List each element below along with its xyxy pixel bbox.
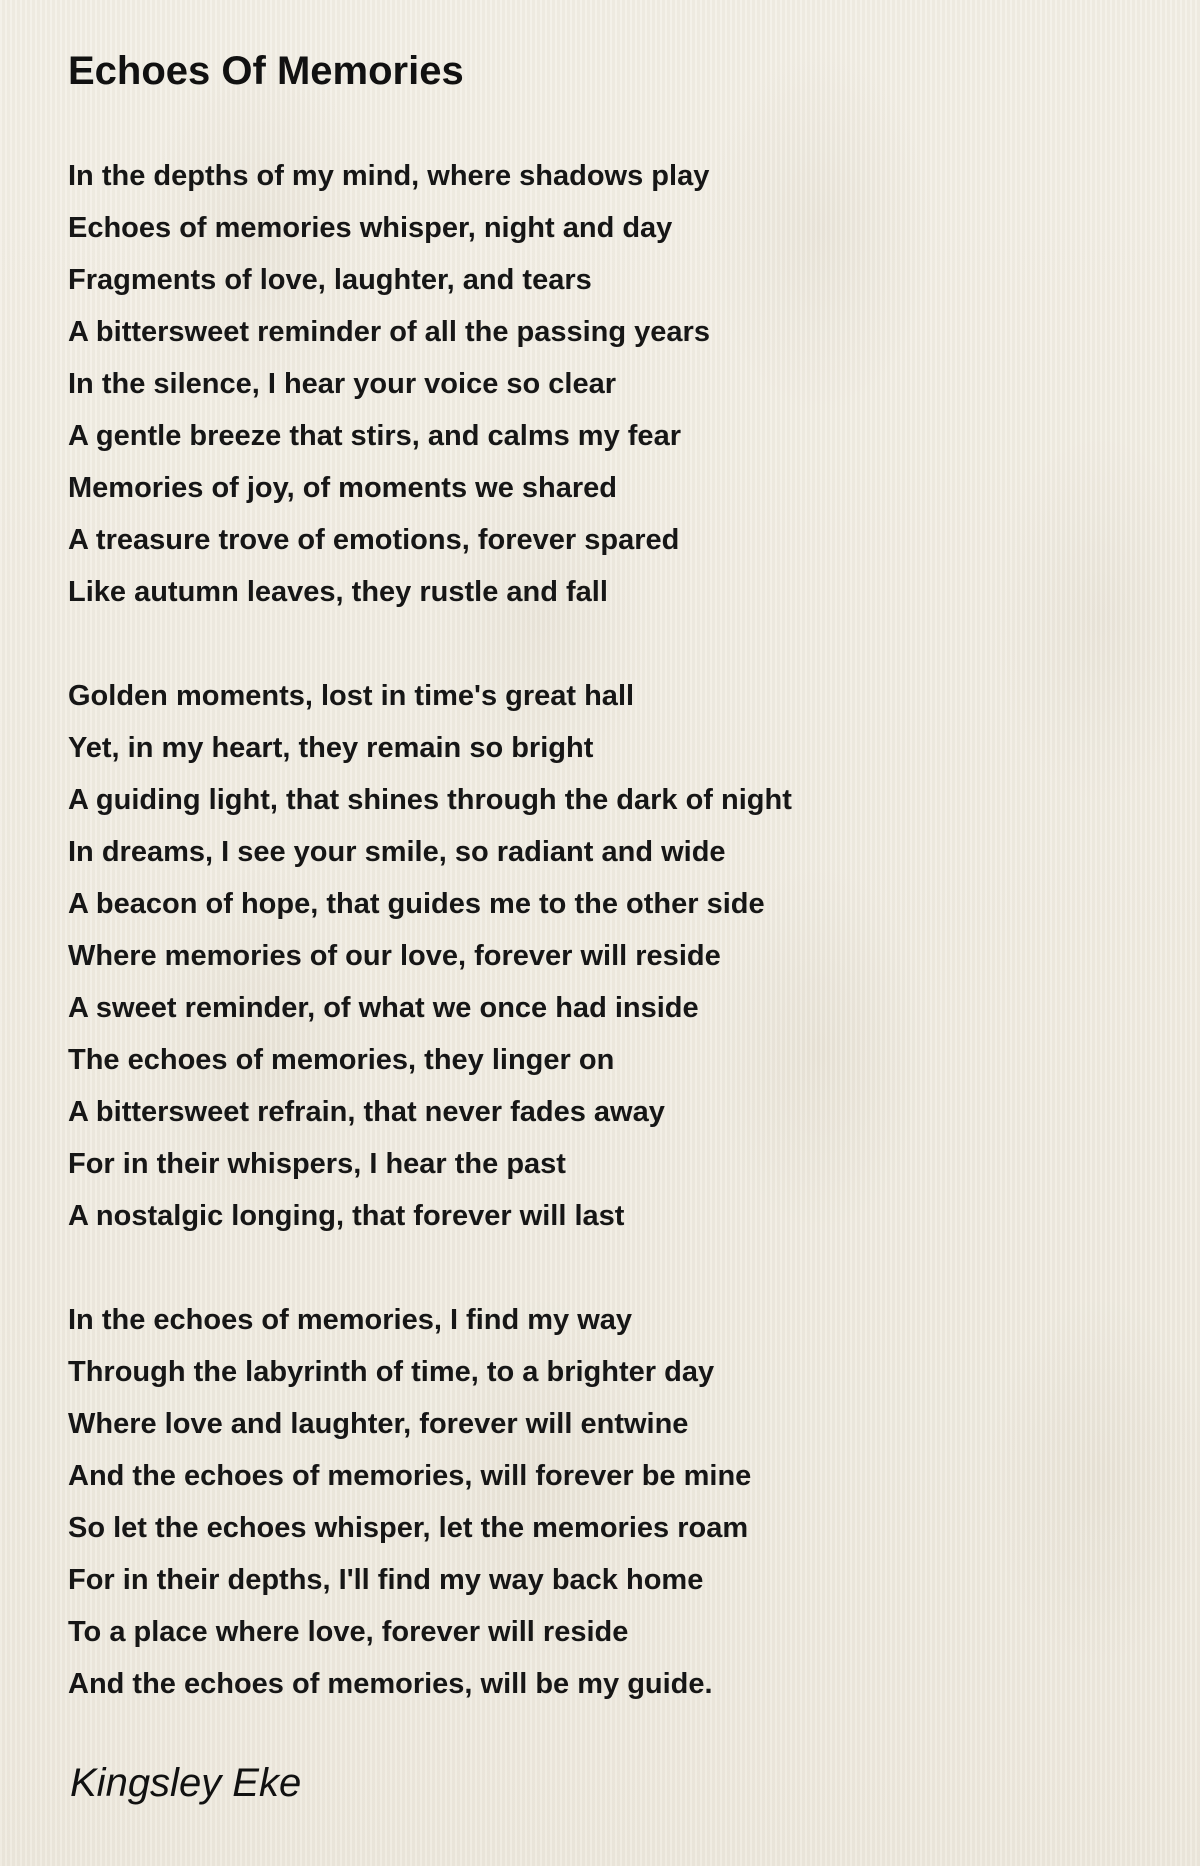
- poem-line: A guiding light, that shines through the dark of night: [68, 784, 792, 816]
- poem-line: In the silence, I hear your voice so clear: [68, 368, 617, 400]
- poem-line: So let the echoes whisper, let the memories roam: [68, 1512, 749, 1544]
- poem-line: A beacon of hope, that guides me to the other side: [68, 888, 765, 920]
- poem-line: In the depths of my mind, where shadows play: [68, 160, 710, 192]
- poem-line: For in their depths, I'll find my way back home: [68, 1564, 704, 1596]
- poem-line: To a place where love, forever will reside: [68, 1616, 629, 1648]
- poem-line: A bittersweet reminder of all the passing years: [68, 316, 710, 348]
- stanza-3: [68, 1294, 1148, 1710]
- poem-line: Fragments of love, laughter, and tears: [68, 264, 592, 296]
- poem-line: In the echoes of memories, I find my way: [68, 1304, 633, 1336]
- poem-line: Where love and laughter, forever will entwine: [68, 1408, 689, 1440]
- poem-line: Golden moments, lost in time's great hall: [68, 680, 635, 712]
- stanza-2: [68, 670, 1148, 1242]
- poem-line: Echoes of memories whisper, night and day: [68, 212, 673, 244]
- poem-line: For in their whispers, I hear the past: [68, 1148, 566, 1180]
- poem-author: Kingsley Eke: [70, 1761, 302, 1805]
- poem-line: And the echoes of memories, will be my guide.: [68, 1668, 713, 1700]
- poem-line: A sweet reminder, of what we once had inside: [68, 992, 699, 1024]
- poem-line: A nostalgic longing, that forever will last: [68, 1200, 625, 1232]
- poem-line: A treasure trove of emotions, forever spared: [68, 524, 680, 556]
- poem-line: Like autumn leaves, they rustle and fall: [68, 576, 608, 608]
- poem-line: Where memories of our love, forever will reside: [68, 940, 721, 972]
- poem-line: Through the labyrinth of time, to a brighter day: [68, 1356, 715, 1388]
- poem-body: [68, 150, 1148, 1762]
- poem-line: Yet, in my heart, they remain so bright: [68, 732, 594, 764]
- poem-line: A gentle breeze that stirs, and calms my fear: [68, 420, 681, 452]
- poem-line: And the echoes of memories, will forever be mine: [68, 1460, 752, 1492]
- poem-line: A bittersweet refrain, that never fades away: [68, 1096, 665, 1128]
- stanza-1: [68, 150, 1148, 618]
- poem-line: Memories of joy, of moments we shared: [68, 472, 617, 504]
- poem-title: Echoes Of Memories: [68, 49, 464, 93]
- poem-line: In dreams, I see your smile, so radiant and wide: [68, 836, 726, 868]
- poem-line: The echoes of memories, they linger on: [68, 1044, 615, 1076]
